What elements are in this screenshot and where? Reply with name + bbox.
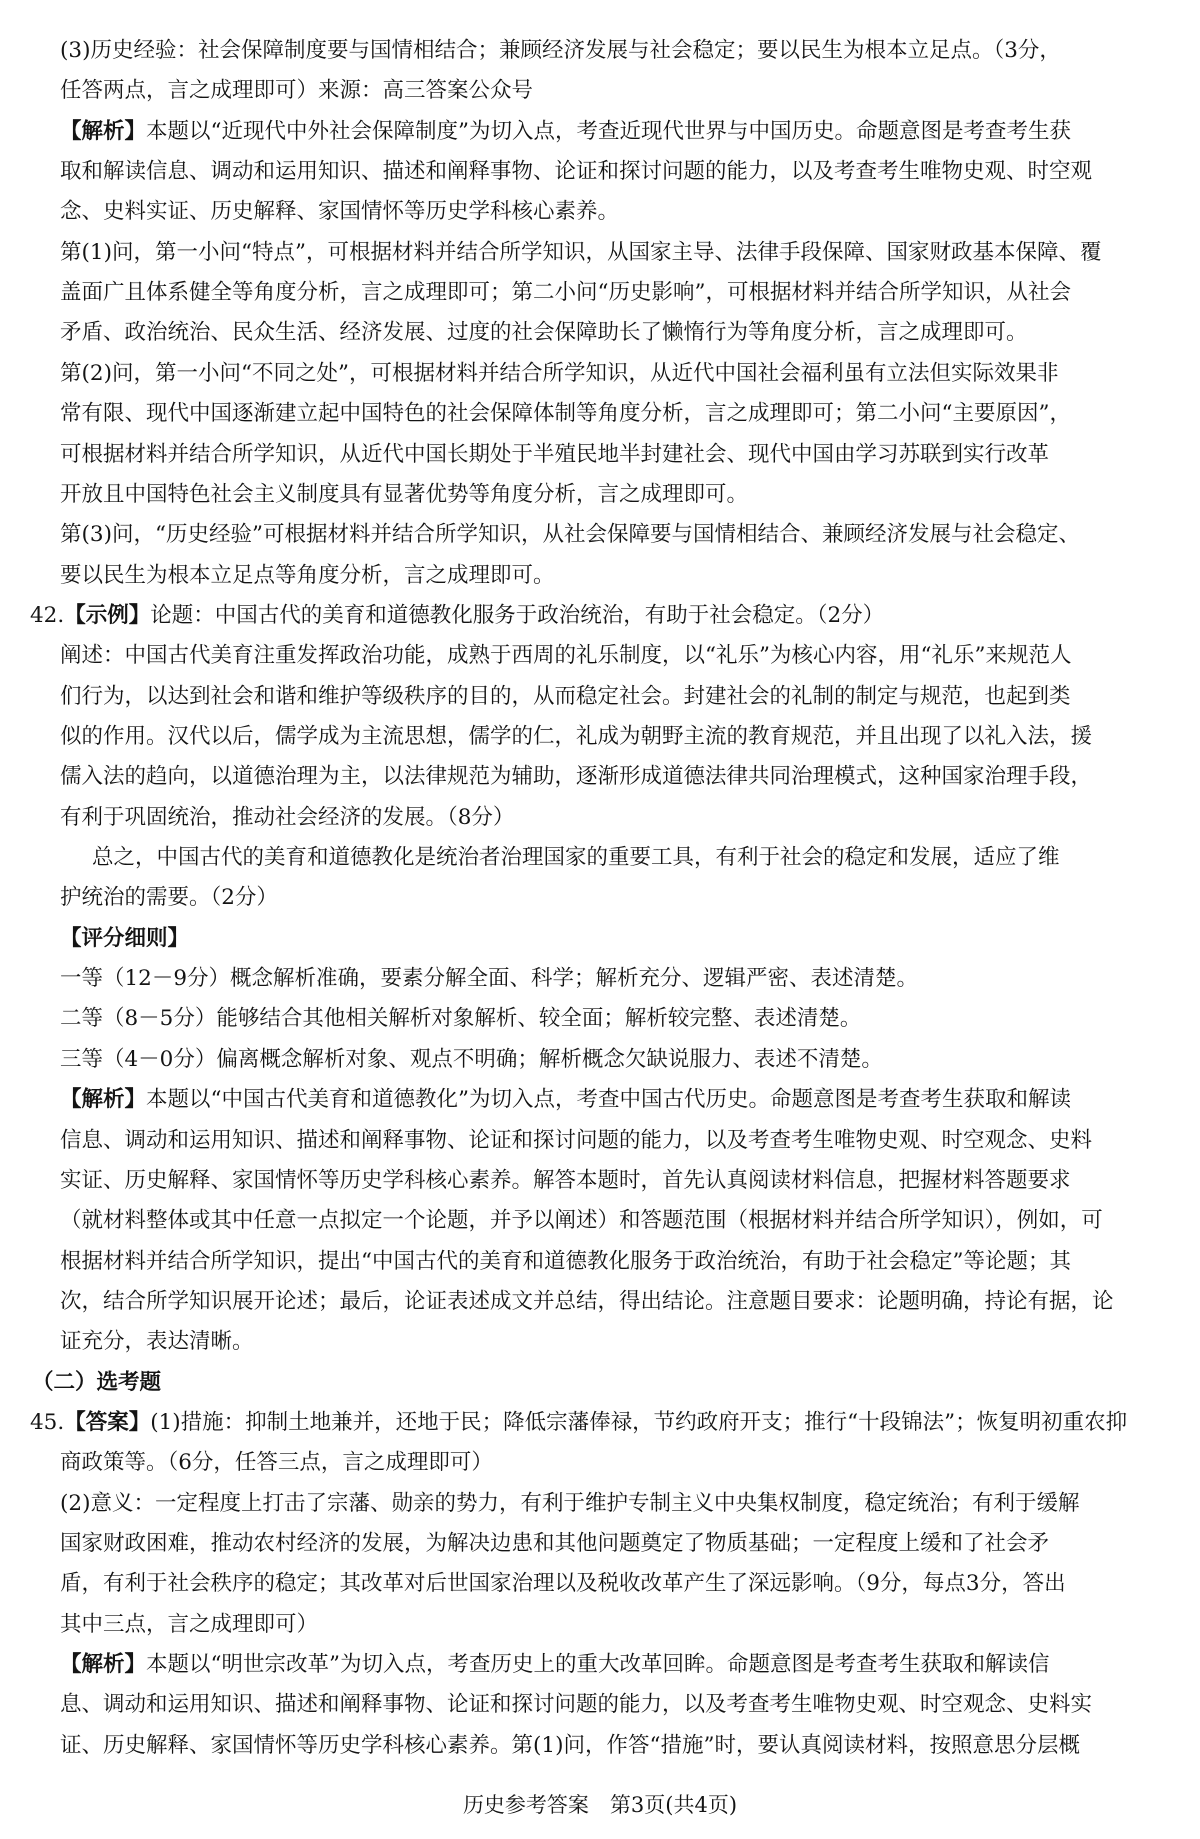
text-line bbox=[60, 1610, 1150, 1640]
text-segment: 42. bbox=[30, 602, 65, 628]
bold-label: 【示例】 bbox=[64, 602, 151, 628]
bold-label: 【评分细则】 bbox=[60, 925, 190, 951]
text-segment: 儒入法的趋向，以道德治理为主，以法律规范为辅助，逐渐形成道德法律共同治理模式，这种国家治理手段， bbox=[60, 764, 1093, 790]
text-line bbox=[60, 561, 1150, 591]
text-segment: （就材料整体或其中任意一点拟定一个论题，并予以阐述）和答题范围（根据材料并结合所学知识），例如，可 bbox=[60, 1208, 1103, 1234]
bold-label: 【解析】 bbox=[60, 1652, 147, 1677]
text-line bbox=[60, 762, 1150, 792]
text-segment: 第(3)问，“历史经验”可根据材料并结合所学知识，从社会保障要与国情相结合、兼顾经济发展与社会稳定、 bbox=[60, 522, 1080, 548]
text-line bbox=[30, 601, 1150, 631]
text-line bbox=[60, 520, 1150, 550]
text-line bbox=[60, 1045, 1150, 1075]
text-segment: 可根据材料并结合所学知识，从近代中国长期处于半殖民地半封建社会、现代中国由学习苏联到实行改革 bbox=[60, 441, 1050, 467]
text-line bbox=[60, 238, 1150, 268]
text-segment: 本题以“明世宗改革”为切入点，考查历史上的重大改革回眸。命题意图是考查考生获取和解读信 bbox=[146, 1652, 1050, 1677]
text-line bbox=[60, 1731, 1150, 1761]
text-segment: 阐述：中国古代美育注重发挥政治功能，成熟于西周的礼乐制度，以“礼乐”为核心内容，用“礼乐”来规范人 bbox=[60, 643, 1072, 669]
text-line bbox=[60, 883, 1150, 913]
text-line bbox=[60, 1327, 1150, 1357]
text-segment: 信息、调动和运用知识、描述和阐释事物、论证和探讨问题的能力，以及考查考生唯物史观、时空观念、史料 bbox=[60, 1127, 1093, 1153]
text-line bbox=[60, 1247, 1150, 1277]
text-line bbox=[60, 803, 1150, 833]
text-segment: 根据材料并结合所学知识，提出“中国古代的美育和道德教化服务于政治统治，有助于社会稳定”等论题；其 bbox=[60, 1248, 1071, 1274]
text-line bbox=[60, 641, 1150, 671]
text-segment: 其中三点，言之成理即可） bbox=[60, 1611, 319, 1637]
text-segment: 证、历史解释、家国情怀等历史学科核心素养。第(1)问，作答“措施”时，要认真阅读材料，按照意思分层概 bbox=[60, 1732, 1080, 1758]
text-line bbox=[60, 359, 1150, 389]
text-segment: 护统治的需要。（2分） bbox=[60, 885, 278, 911]
text-line bbox=[60, 76, 1150, 106]
text-line bbox=[60, 682, 1150, 712]
text-line bbox=[60, 157, 1150, 187]
text-segment: 次，结合所学知识展开论述；最后，论证表述成文并总结，得出结论。注意题目要求：论题明确，持论有据，论 bbox=[60, 1288, 1114, 1314]
text-segment: 开放且中国特色社会主义制度具有显著优势等角度分析，言之成理即可。 bbox=[60, 481, 749, 507]
text-segment: 本题以“中国古代美育和道德教化”为切入点，考查中国古代历史。命题意图是考查考生获取和解读 bbox=[146, 1087, 1072, 1113]
text-line bbox=[60, 964, 1150, 994]
text-line bbox=[92, 843, 1150, 873]
bold-label: 【解析】 bbox=[60, 118, 147, 144]
text-segment: (2)意义：一定程度上打击了宗藩、勋亲的势力，有利于维护专制主义中央集权制度，稳定统治；有利于缓解 bbox=[60, 1490, 1080, 1516]
text-segment: 取和解读信息、调动和运用知识、描述和阐释事物、论证和探讨问题的能力，以及考查考生唯物史观、时空观 bbox=[60, 159, 1093, 185]
text-segment: 第(1)问，第一小问“特点”，可根据材料并结合所学知识，从国家主导、法律手段保障、国家财政基本保障、覆 bbox=[60, 239, 1102, 265]
text-line bbox=[60, 36, 1150, 66]
text-line bbox=[60, 1004, 1150, 1034]
text-segment: 任答两点，言之成理即可） bbox=[60, 78, 319, 104]
text-segment: 念、史料实证、历史解释、家国情怀等历史学科核心素养。 bbox=[60, 199, 620, 225]
text-line bbox=[32, 1368, 1122, 1398]
text-segment: 一等（12－9分）概念解析准确，要素分解全面、科学；解析充分、逻辑严密、表述清楚。 bbox=[60, 966, 919, 992]
bold-label: 【解析】 bbox=[60, 1087, 147, 1113]
text-segment: (1)措施：抑制土地兼并，还地于民；降低宗藩俸禄，节约政府开支；推行“十段锦法”；恢复明初重农抑 bbox=[150, 1409, 1128, 1435]
text-segment: 要以民生为根本立足点等角度分析，言之成理即可。 bbox=[60, 562, 555, 588]
text-segment: 息、调动和运用知识、描述和阐释事物、论证和探讨问题的能力，以及考查考生唯物史观、时空观念、史料实 bbox=[60, 1692, 1093, 1718]
text-line bbox=[60, 1489, 1150, 1519]
text-segment: 本题以“近现代中外社会保障制度”为切入点，考查近现代世界与中国历史。命题意图是考查考生获 bbox=[146, 118, 1072, 144]
text-line bbox=[60, 440, 1150, 470]
text-segment: 常有限、现代中国逐渐建立起中国特色的社会保障体制等角度分析，言之成理即可；第二小问“主要原因”， bbox=[60, 401, 1071, 427]
text-segment: 二等（8－5分）能够结合其他相关解析对象解析、较全面；解析较完整、表述清楚。 bbox=[60, 1006, 862, 1032]
page-footer: 历史参考答案 第3页(共4页) bbox=[462, 1793, 738, 1817]
text-line bbox=[60, 318, 1150, 348]
text-line bbox=[60, 197, 1150, 227]
text-line bbox=[60, 1166, 1150, 1196]
text-line bbox=[60, 1448, 1150, 1478]
text-line bbox=[60, 1206, 1150, 1236]
text-segment: 45. bbox=[30, 1409, 65, 1435]
text-line bbox=[60, 1690, 1150, 1720]
text-segment: 们行为，以达到社会和谐和维护等级秩序的目的，从而稳定社会。封建社会的礼制的制定与规范，也起到类 bbox=[60, 683, 1071, 709]
text-segment: 总之，中国古代的美育和道德教化是统治者治理国家的重要工具，有利于社会的稳定和发展，适应了维 bbox=[92, 845, 1060, 870]
text-line bbox=[60, 722, 1150, 752]
text-segment: 实证、历史解释、家国情怀等历史学科核心素养。解答本题时，首先认真阅读材料信息，把握材料答题要求 bbox=[60, 1167, 1071, 1193]
text-segment: 三等（4－0分）偏离概念解析对象、观点不明确；解析概念欠缺说服力、表述不清楚。 bbox=[60, 1046, 883, 1072]
source-note: 来源：高三答案公众号 bbox=[318, 78, 534, 104]
text-segment: (3)历史经验：社会保障制度要与国情相结合；兼顾经济发展与社会稳定；要以民生为根本立足点。（3分， bbox=[60, 38, 1061, 63]
text-segment: 证充分，表达清晰。 bbox=[60, 1329, 254, 1355]
text-segment: 有利于巩固统治，推动社会经济的发展。（8分） bbox=[60, 804, 515, 830]
text-line bbox=[60, 1569, 1150, 1599]
text-segment: 矛盾、政治统治、民众生活、经济发展、过度的社会保障助长了懒惰行为等角度分析，言之成理即可。 bbox=[60, 320, 1028, 346]
text-segment: 盖面广且体系健全等角度分析，言之成理即可；第二小问“历史影响”，可根据材料并结合所学知识，从社会 bbox=[60, 280, 1071, 306]
text-segment: 论题：中国古代的美育和道德教化服务于政治统治，有助于社会稳定。（2分） bbox=[150, 602, 885, 628]
text-segment: 似的作用。汉代以后，儒学成为主流思想，儒学的仁，礼成为朝野主流的教育规范，并且出现了以礼入法，援 bbox=[60, 724, 1093, 749]
text-line bbox=[60, 1085, 1150, 1115]
text-line bbox=[30, 1408, 1150, 1438]
text-line bbox=[60, 117, 1150, 147]
text-segment: 第(2)问，第一小问“不同之处”，可根据材料并结合所学知识，从近代中国社会福利虽有立法但实际效果非 bbox=[60, 360, 1059, 386]
text-segment: 国家财政困难，推动农村经济的发展，为解决边患和其他问题奠定了物质基础；一定程度上缓和了社会矛 bbox=[60, 1531, 1050, 1556]
text-segment: 盾，有利于社会秩序的稳定；其改革对后世国家治理以及税收改革产生了深远影响。（9分，每点3分，答出 bbox=[60, 1571, 1066, 1597]
text-line bbox=[60, 1126, 1150, 1156]
text-line bbox=[60, 1287, 1150, 1317]
text-line bbox=[60, 1529, 1150, 1559]
text-segment: 商政策等。（6分，任答三点，言之成理即可） bbox=[60, 1450, 493, 1476]
text-line bbox=[60, 399, 1150, 429]
text-line bbox=[60, 1650, 1150, 1680]
text-line bbox=[60, 924, 1150, 954]
text-line bbox=[60, 278, 1150, 308]
bold-label: （二）选考题 bbox=[32, 1369, 162, 1395]
bold-label: 【答案】 bbox=[64, 1409, 151, 1435]
text-line bbox=[60, 480, 1150, 510]
